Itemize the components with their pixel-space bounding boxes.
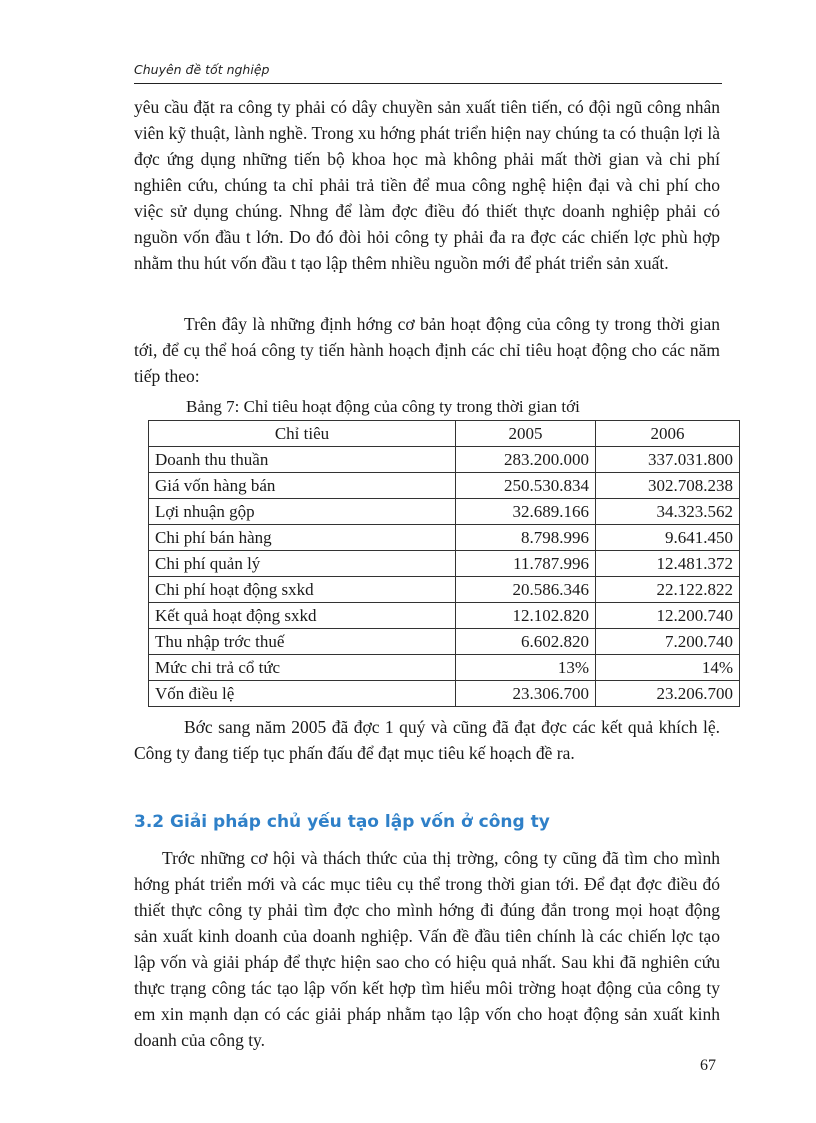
page-number: 67	[700, 1057, 716, 1074]
value-2006: 34.323.562	[596, 499, 740, 525]
value-2005: 12.102.820	[456, 603, 596, 629]
table-caption: Bảng 7: Chỉ tiêu hoạt động của công ty trong thời gian tới	[186, 397, 580, 416]
value-2005: 11.787.996	[456, 551, 596, 577]
table-row	[149, 603, 740, 629]
row-label: Chi phí bán hàng	[149, 525, 456, 551]
value-2006: 12.481.372	[596, 551, 740, 577]
table-row	[149, 447, 740, 473]
value-2005: 8.798.996	[456, 525, 596, 551]
row-label: Lợi nhuận gộp	[149, 499, 456, 525]
value-2006: 302.708.238	[596, 473, 740, 499]
table-header-row	[149, 421, 740, 447]
value-2006: 7.200.740	[596, 629, 740, 655]
value-2005: 23.306.700	[456, 681, 596, 707]
header-title: Chuyên đề tốt nghiệp	[134, 62, 270, 77]
table-row	[149, 551, 740, 577]
value-2005: 283.200.000	[456, 447, 596, 473]
row-label: Giá vốn hàng bán	[149, 473, 456, 499]
targets-table	[148, 420, 740, 707]
value-2006: 14%	[596, 655, 740, 681]
value-2005: 32.689.166	[456, 499, 596, 525]
value-2006: 12.200.740	[596, 603, 740, 629]
header-cell-2005: 2005	[456, 421, 596, 447]
paragraph-plan: Trên đây là những định hớng cơ bản hoạt động của công ty trong thời gian tới, để cụ thể hoá công ty tiến hành hoạch định các chỉ tiêu hoạt động cho các năm tiếp theo:	[134, 314, 720, 386]
row-label: Kết quả hoạt động sxkd	[149, 603, 456, 629]
row-label: Chi phí hoạt động sxkd	[149, 577, 456, 603]
section-title: 3.2 Giải pháp chủ yếu tạo lập vốn ở công ty	[134, 812, 550, 832]
table-row	[149, 525, 740, 551]
value-2005: 20.586.346	[456, 577, 596, 603]
value-2006: 337.031.800	[596, 447, 740, 473]
row-label: Vốn điều lệ	[149, 681, 456, 707]
table-row	[149, 577, 740, 603]
table-row	[149, 655, 740, 681]
header-cell-2006: 2006	[596, 421, 740, 447]
value-2006: 23.206.700	[596, 681, 740, 707]
table-row	[149, 681, 740, 707]
value-2006: 9.641.450	[596, 525, 740, 551]
row-label: Chi phí quản lý	[149, 551, 456, 577]
value-2006: 22.122.822	[596, 577, 740, 603]
paragraph-progress: Bớc sang năm 2005 đã đợc 1 quý và cũng đã đạt đợc các kết quả khích lệ. Công ty đang tiếp tục phấn đấu để đạt mục tiêu kế hoạch đề ra.	[134, 717, 720, 763]
value-2005: 13%	[456, 655, 596, 681]
header-cell-indicator: Chỉ tiêu	[149, 421, 456, 447]
page-header	[134, 61, 722, 84]
table-row	[149, 629, 740, 655]
value-2005: 6.602.820	[456, 629, 596, 655]
value-2005: 250.530.834	[456, 473, 596, 499]
row-label: Mức chi trả cổ tức	[149, 655, 456, 681]
row-label: Thu nhập trớc thuế	[149, 629, 456, 655]
table-row	[149, 473, 740, 499]
paragraph-intro: yêu cầu đặt ra công ty phải có dây chuyền sản xuất tiên tiến, có đội ngũ công nhân viên kỹ thuật, lành nghề. Trong xu hớng phát triển hiện nay chúng ta có thuận lợi là đợc ứng dụng những tiến bộ khoa học mà không phải mất thời gian và chi phí nghiên cứu, chúng ta chỉ phải trả tiền để mua công nghệ hiện đại và chi phí cho việc sử dụng chúng. Nhng để làm đợc điều đó thiết thực doanh nghiệp phải có nguồn vốn đầu t lớn. Do đó đòi hỏi công ty phải đa ra đợc các chiến lợc phù hợp nhằm thu hút vốn đầu t tạo lập thêm nhiều nguồn mới để phát triển sản xuất.	[134, 97, 720, 273]
row-label: Doanh thu thuần	[149, 447, 456, 473]
paragraph-solutions: Trớc những cơ hội và thách thức của thị trờng, công ty cũng đã tìm cho mình hớng phát triển mới và các mục tiêu cụ thể trong thời gian tới. Để đạt đợc điều đó thiết thực công ty phải tìm đợc cho mình hớng đi đúng đắn trong mọi hoạt động sản xuất kinh doanh của doanh nghiệp. Vấn đề đầu tiên chính là các chiến lợc tạo lập vốn và giải pháp để thực hiện sao cho có hiệu quả nhất. Sau khi đã nghiên cứu thực trạng công tác tạo lập vốn kết hợp tìm hiểu môi trờng hoạt động của công ty em xin mạnh dạn có các giải pháp nhằm tạo lập vốn cho hoạt động sản xuất kinh doanh của công ty.	[134, 848, 720, 1050]
table-row	[149, 499, 740, 525]
